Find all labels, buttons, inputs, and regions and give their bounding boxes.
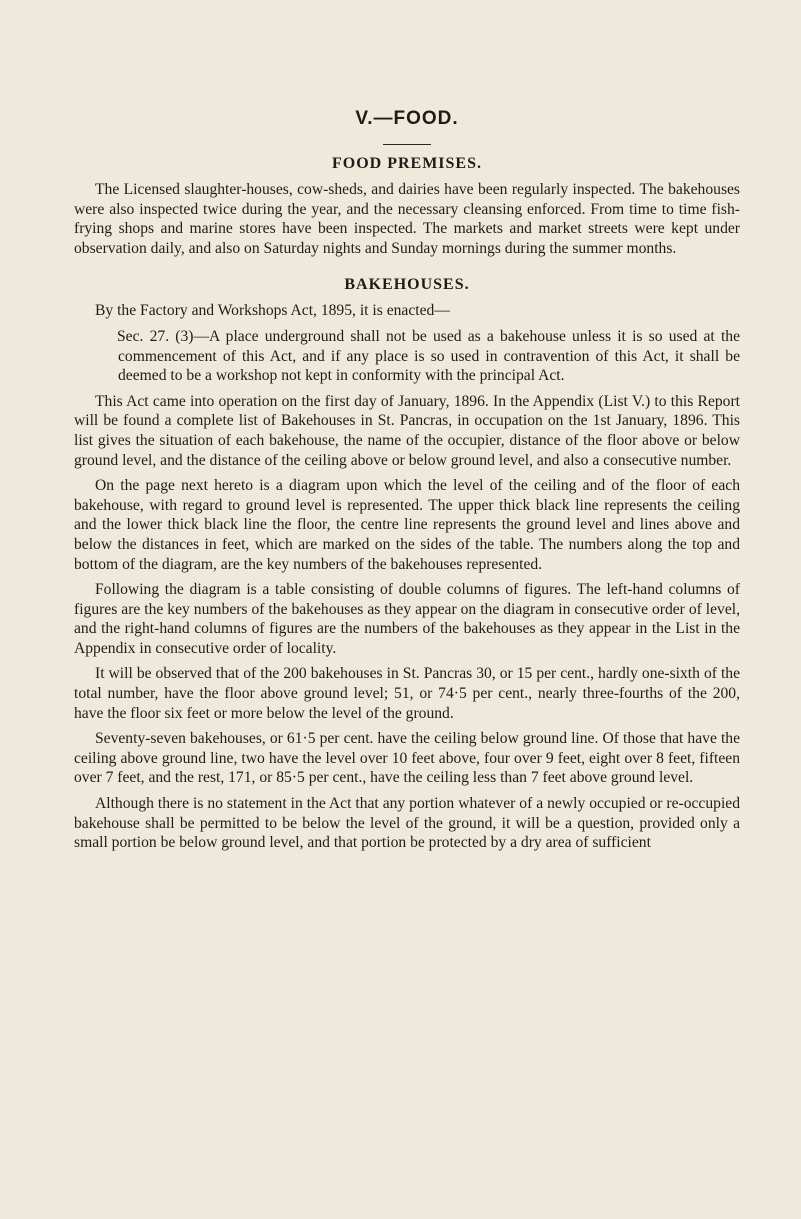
paragraph-ceiling-statistics: Seventy-seven bakehouses, or 61·5 per cent. have the ceiling below ground line. Of those that have the ceiling above ground line, two have the level over 10 feet above, four over 9 feet, eight over 8 feet, fifteen over 7 feet, and the rest, 171, or 85·5 per cent., have the ceiling less than 7 feet above ground level.	[74, 730, 740, 787]
paragraph-conclusion: Although there is no statement in the Act that any portion whatever of a newly occupied or re-occupied bakehouse shall be permitted to be below the level of the ground, it will be a question, provided only a small portion be below ground level, and that portion be protected by a dry area of sufficient	[74, 795, 740, 852]
paragraph-act-operation: This Act came into operation on the first day of January, 1896. In the Appendix (List V.) to this Report will be found a complete list of Bakehouses in St. Pancras, in occupation on the 1st January, 1896. This list gives the situation of each bakehouse, the name of the occupier, distance of the floor above or below ground level, and the distance of the ceiling above or below ground level, and also a consecutive number.	[74, 392, 740, 469]
bakehouses-heading: BAKEHOUSES.	[344, 276, 470, 294]
act-section-quote: Sec. 27. (3)—A place underground shall not be used as a bakehouse unless it is so used at the commencement of this Act, and if any place is so used in contravention of this Act, it shall be deemed to be a workshop not kept in conformity with the principal Act.	[117, 327, 740, 385]
paragraph-floor-statistics: It will be observed that of the 200 bakehouses in St. Pancras 30, or 15 per cent., hardly one-sixth of the total number, have the floor above ground level; 51, or 74·5 per cent., nearly three-fourths of the 200, have the floor six feet or more below the level of the ground.	[74, 665, 740, 722]
document-page	[74, 108, 740, 853]
title-divider	[383, 144, 431, 145]
paragraph-table: Following the diagram is a table consisting of double columns of figures. The left-hand columns of figures are the key numbers of the bakehouses as they appear on the diagram in consecutive order of level, and the right-hand columns of figures are the numbers of the bakehouses as they appear in the List in the Appendix in consecutive order of locality.	[74, 581, 740, 657]
food-premises-paragraph: The Licensed slaughter-houses, cow-sheds, and dairies have been regularly inspected. The bakehouses were also inspected twice during the year, and the necessary cleansing enforced. From time to time fish-frying shops and marine stores have been inspected. The markets and market streets were kept under observation daily, and also on Saturday nights and Sunday mornings during the summer months.	[74, 181, 740, 257]
paragraph-diagram: On the page next hereto is a diagram upon which the level of the ceiling and of the floor of each bakehouse, with regard to ground level is represented. The upper thick black line represents the ceiling and the lower thick black line the floor, the centre line represents the ground level and lines above and below the distances in feet, which are marked on the sides of the table. The numbers along the top and bottom of the diagram, are the key numbers of the bakehouses represented.	[74, 477, 740, 573]
section-title: V.—FOOD.	[355, 108, 459, 129]
food-premises-heading: FOOD PREMISES.	[331, 155, 482, 172]
act-intro: By the Factory and Workshops Act, 1895, it is enacted—	[95, 302, 450, 320]
